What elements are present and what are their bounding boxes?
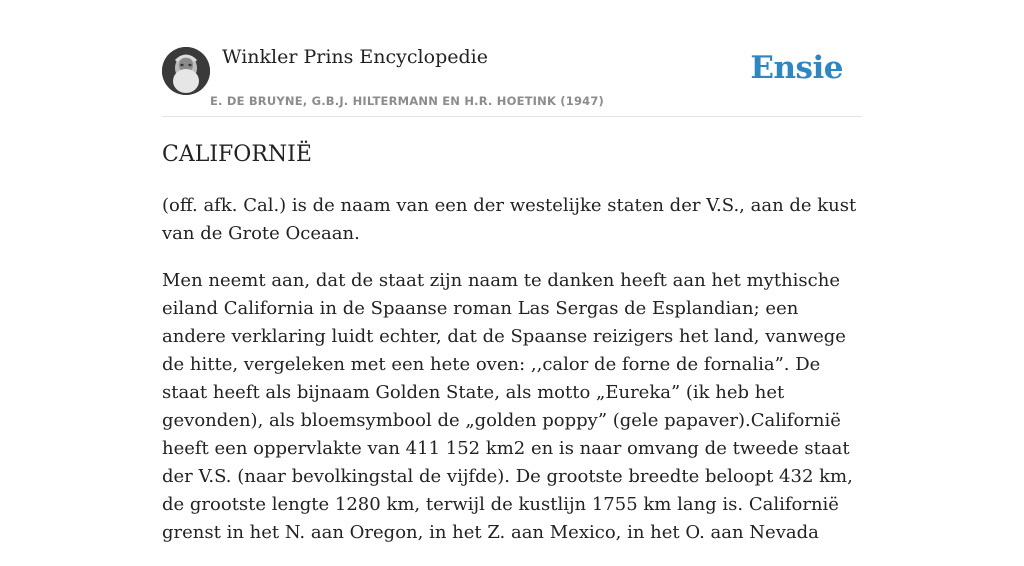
entry-body — [162, 192, 862, 566]
entry-title: CALIFORNIË — [162, 142, 312, 167]
author-portrait-avatar[interactable] — [162, 47, 210, 95]
entry-paragraph: Men neemt aan, dat de staat zijn naam te danken heeft aan het mythische eiland California in de Spaanse roman Las Sergas de Esplandian; een andere verklaring luidt echter, dat de Spaanse reizigers het land, vanwege de hitte, vergeleken met een hete oven: ,,calor de forne de fornalia”. De staat heeft als bijnaam Golden State, als motto „Eureka” (ik heb het gevonden), als bloemsymbool de „golden poppy” (gele papaver).Californië heeft een oppervlakte van 411 152 km2 en is naar omvang de tweede staat der V.S. (naar bevolkingstal de vijfde). De grootste breedte beloopt 432 km, de grootste lengte 1280 km, terwijl de kustlijn 1755 km lang is. Californië grenst in het N. aan Oregon, in het Z. aan Mexico, in het O. aan Nevada — [162, 270, 853, 543]
page-container — [162, 0, 862, 543]
entry-paragraph: (off. afk. Cal.) is de naam van een der westelijke staten der V.S., aan de kust van de Grote Oceaan. — [162, 195, 857, 244]
ensie-logo[interactable]: Ensie — [750, 50, 843, 86]
portrait-image — [162, 47, 210, 95]
encyclopedia-title[interactable]: Winkler Prins Encyclopedie — [222, 46, 488, 68]
authors-byline: E. DE BRUYNE, G.B.J. HILTERMANN EN H.R. HOETINK (1947) — [210, 94, 605, 108]
encyclopedia-header — [162, 0, 862, 117]
